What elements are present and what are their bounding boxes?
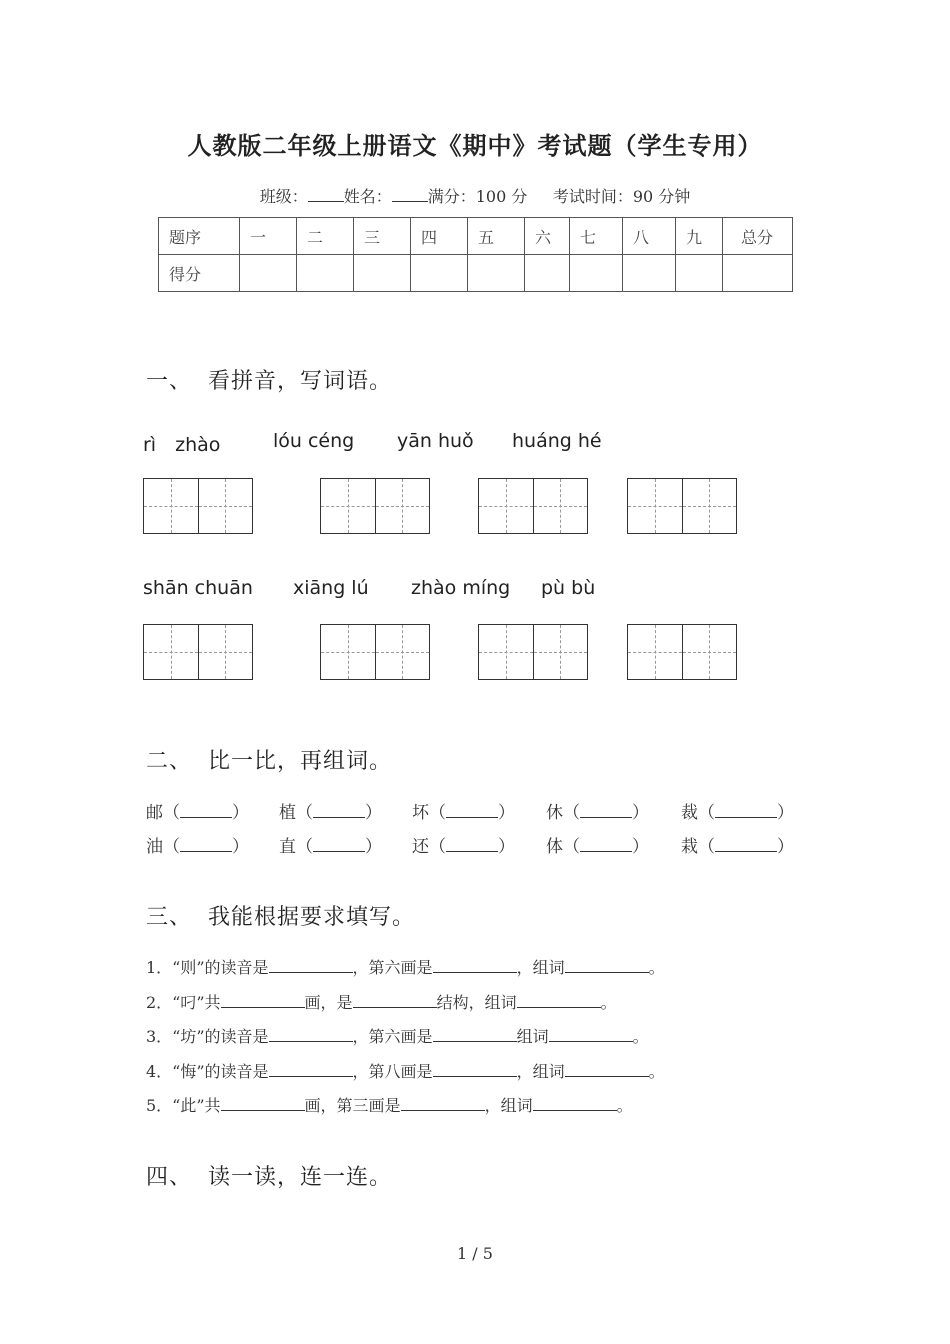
score-row xyxy=(159,255,793,292)
score-cell[interactable] xyxy=(240,255,297,292)
question-3: 3．“坊”的读音是 ，第六画是 组词 。 xyxy=(146,1027,649,1046)
answer-blank[interactable] xyxy=(580,837,632,852)
answer-blank[interactable] xyxy=(180,837,232,852)
answer-blank[interactable] xyxy=(269,1027,353,1042)
score-header-cell: 题序 xyxy=(159,218,240,255)
answer-blank[interactable] xyxy=(221,993,305,1008)
writing-grid[interactable] xyxy=(320,624,430,680)
answer-blank[interactable] xyxy=(401,1096,485,1111)
page-title: 人教版二年级上册语文《期中》考试题（学生专用） xyxy=(187,131,763,160)
section-1-heading xyxy=(146,364,392,395)
answer-blank[interactable] xyxy=(433,958,517,973)
compare-item: 还（ ） xyxy=(412,837,515,857)
score-header-cell: 四 xyxy=(411,218,468,255)
answer-blank[interactable] xyxy=(313,803,365,818)
score-header-cell: 三 xyxy=(354,218,411,255)
pinyin-item: yān huǒ xyxy=(397,430,474,452)
score-header-cell: 七 xyxy=(570,218,623,255)
exam-time: 考试时间：90 分钟 xyxy=(552,187,691,206)
section-title: 看拼音，写词语。 xyxy=(208,369,393,394)
answer-blank[interactable] xyxy=(715,837,777,852)
score-cell[interactable] xyxy=(723,255,793,292)
compare-item: 坏（ ） xyxy=(412,803,515,823)
score-cell[interactable] xyxy=(623,255,676,292)
answer-blank[interactable] xyxy=(433,1062,517,1077)
answer-blank[interactable] xyxy=(221,1096,305,1111)
pinyin-item: rì zhào xyxy=(143,434,221,456)
section-2-heading xyxy=(146,744,392,775)
score-cell[interactable] xyxy=(297,255,354,292)
score-table xyxy=(158,217,793,292)
pinyin-item: huáng hé xyxy=(512,430,602,452)
score-header-row xyxy=(159,218,793,255)
section-number: 三、 xyxy=(146,905,193,930)
compare-item: 邮（ ） xyxy=(146,803,249,823)
answer-blank[interactable] xyxy=(533,1096,617,1111)
answer-blank[interactable] xyxy=(580,803,632,818)
compare-item: 植（ ） xyxy=(279,803,382,823)
exam-info xyxy=(0,184,950,207)
score-cell[interactable] xyxy=(354,255,411,292)
score-header-cell: 九 xyxy=(676,218,723,255)
answer-blank[interactable] xyxy=(549,1027,633,1042)
writing-grid[interactable] xyxy=(143,478,253,534)
answer-blank[interactable] xyxy=(565,1062,649,1077)
answer-blank[interactable] xyxy=(446,803,498,818)
compare-item: 直（ ） xyxy=(279,837,382,857)
answer-blank[interactable] xyxy=(269,958,353,973)
compare-item: 休（ ） xyxy=(546,803,649,823)
score-cell[interactable] xyxy=(468,255,525,292)
score-header-cell: 一 xyxy=(240,218,297,255)
section-title: 比一比，再组词。 xyxy=(208,749,393,774)
score-header-cell: 六 xyxy=(525,218,570,255)
score-cell[interactable] xyxy=(676,255,723,292)
score-cell[interactable] xyxy=(570,255,623,292)
pinyin-item: xiāng lú xyxy=(293,577,369,599)
question-4: 4．“悔”的读音是 ，第八画是 ，组词 。 xyxy=(146,1062,665,1081)
score-cell[interactable] xyxy=(525,255,570,292)
writing-grid[interactable] xyxy=(143,624,253,680)
score-row-label: 得分 xyxy=(159,255,240,292)
score-cell[interactable] xyxy=(411,255,468,292)
writing-grid[interactable] xyxy=(627,478,737,534)
section-number: 一、 xyxy=(146,369,193,394)
section-4-heading xyxy=(146,1160,392,1191)
question-2: 2．“叼”共 画，是 结构，组词 。 xyxy=(146,993,617,1012)
question-5: 5．“此”共 画，第三画是 ，组词 。 xyxy=(146,1096,633,1115)
answer-blank[interactable] xyxy=(433,1027,517,1042)
page-number: 1 / 5 xyxy=(457,1244,493,1263)
full-score: 满分：100 分 xyxy=(427,187,528,206)
score-header-cell: 五 xyxy=(468,218,525,255)
question-1: 1．“则”的读音是 ，第六画是 ，组词 。 xyxy=(146,958,665,977)
name-blank[interactable] xyxy=(392,187,428,202)
writing-grid[interactable] xyxy=(478,624,588,680)
answer-blank[interactable] xyxy=(517,993,601,1008)
section-number: 四、 xyxy=(146,1165,193,1190)
name-label: 姓名： xyxy=(343,187,392,206)
writing-grid[interactable] xyxy=(478,478,588,534)
section-title: 读一读，连一连。 xyxy=(208,1165,393,1190)
answer-blank[interactable] xyxy=(446,837,498,852)
answer-blank[interactable] xyxy=(715,803,777,818)
compare-item: 栽（ ） xyxy=(681,837,794,857)
pinyin-item: zhào míng xyxy=(411,577,511,599)
writing-grid[interactable] xyxy=(627,624,737,680)
pinyin-item: lóu céng xyxy=(273,430,355,452)
answer-blank[interactable] xyxy=(353,993,437,1008)
class-label: 班级： xyxy=(259,187,308,206)
score-header-cell: 总分 xyxy=(723,218,793,255)
answer-blank[interactable] xyxy=(313,837,365,852)
section-title: 我能根据要求填写。 xyxy=(208,905,416,930)
answer-blank[interactable] xyxy=(565,958,649,973)
answer-blank[interactable] xyxy=(269,1062,353,1077)
score-header-cell: 二 xyxy=(297,218,354,255)
pinyin-item: pù bù xyxy=(541,577,596,599)
compare-item: 体（ ） xyxy=(546,837,649,857)
score-header-cell: 八 xyxy=(623,218,676,255)
writing-grid[interactable] xyxy=(320,478,430,534)
class-blank[interactable] xyxy=(308,187,344,202)
section-3-heading xyxy=(146,900,415,931)
section-number: 二、 xyxy=(146,749,193,774)
pinyin-item: shān chuān xyxy=(143,577,253,599)
answer-blank[interactable] xyxy=(180,803,232,818)
compare-item: 油（ ） xyxy=(146,837,249,857)
compare-item: 裁（ ） xyxy=(681,803,794,823)
